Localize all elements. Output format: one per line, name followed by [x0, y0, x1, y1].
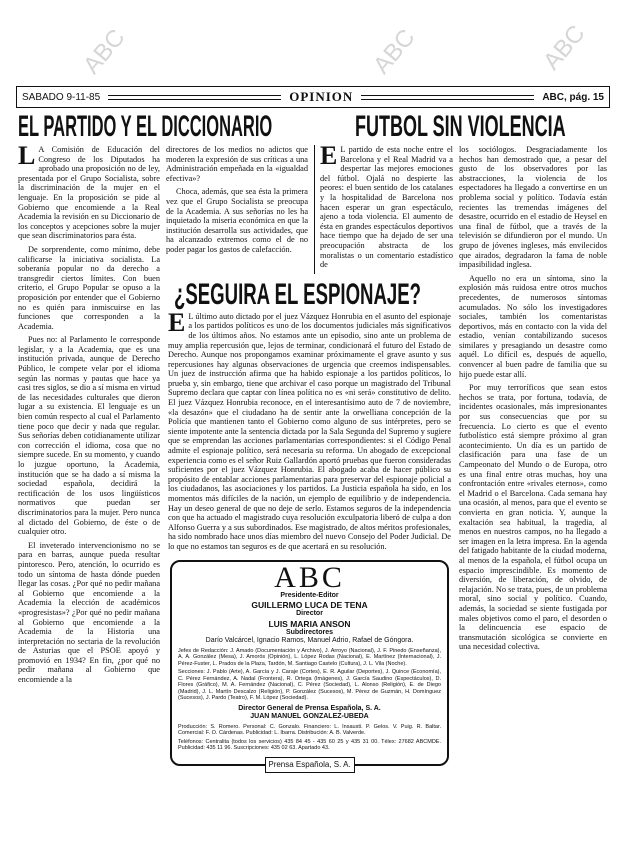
middle-region: [166, 141, 453, 773]
role-label: Presidente-Editor: [280, 591, 339, 599]
paragraph: El inveterado intervencionismo no se para en barras, aunque pueda resultar pintoresco. Pero, atención, lo ocurrido es todo un síntoma de hasta dónde pueden llegar las cosas. ¿Por qué no pedir mañana al Gobierno que encomiende a la Academia la elección de académicos «progresistas»? ¿Por qué no pedir mañana al Gobierno que encomiende a la Academia de la Historia una interpretación no sectaria de la revolución de Asturias que el PSOE apoyó y promovió en 1934? En fin, ¿por qué no pedir mañana al Gobierno que encomiende a la: [18, 540, 160, 685]
article-futbol-col2: [459, 145, 607, 656]
header-date: SABADO 9-11-85: [22, 91, 101, 103]
paragraph: Pues no: al Parlamento le corresponde legislar, y a la Academia, que es una institución privada, aunque de Derecho Público, le compete velar por el idioma según las normas y pautas que hace ya casi tres siglos, se dio a sí misma en virtud de las necesidades culturales que dieron lugar a su existencia. El lenguaje es un bien común respecto al cual el Parlamento tiene poco que decir y nada que regular. Sus señorías deben cotidianamente utilizar con corrección el idioma, cosa que no siempre sucede. En su momento, y cuando lo juzgue oportuno, la Academia, institución que se ha dado a sí misma la sociedad española, decidirá la rectificación de los usos lingüísticos normativos que puedan ser discriminatorios para la mujer. Pero nunca al dictado del Gobierno, de éste o de cualquier otro.: [18, 335, 160, 537]
column-divider: [314, 145, 315, 274]
watermark: ABC: [538, 20, 591, 76]
header-rule: [361, 95, 534, 100]
article-partido-col1: [18, 141, 160, 689]
article-futbol-col1: [320, 141, 453, 274]
subdirectors: Darío Valcárcel, Ignacio Ramos, Manuel Adrio, Rafael de Góngora.: [205, 637, 414, 645]
staff-list: Producción: S. Romero. Personal: C. Gonzalo. Financiero: L. Insausti. P. Gelos. V. Puig. R. Baltar. Comercial: F. O. Cárdenas. Publicidad: L. Ibarra. Distribución: A. B. Valverde.: [178, 723, 441, 737]
role-label: Subdirectores: [285, 628, 334, 636]
section-title: OPINION: [289, 89, 354, 104]
page-header: [16, 86, 610, 108]
staff-list: Secciones: J. Pablo (Arte), A. García y J. Caraje (Cortes), E. R. Aguilar (Deportes), J. Quince (Economía), C. Pérez Fernández, A. Nadal (Frontera), R. Ortega (Imágenes), J. García Saudino (Espectáculos), D. Flores (Gráfico), M. A. Fernández (Nacional), C. Pérez (Sociedad), L. Alonso (Religión), E. de Diego (Madrid), J. L. Martín Descalzo (Religión), P. González (Sucesos), M. Pérez de Guzmán, H. Domínguez (Sucesos), J. Pardo (Teatro), F. M. López (Sociedad).: [178, 669, 441, 702]
watermark: ABC: [368, 24, 421, 80]
publisher-label: Prensa Española, S. A.: [265, 757, 355, 773]
director-name: LUIS MARIA ANSON: [268, 618, 351, 629]
header-rule: [108, 95, 281, 100]
paragraph: Aquello no era un síntoma, sino la explosión más ruidosa entre otros muchos precedentes, de numerosos síntomas acumulados. No sólo los investigadores sociales, también los comentaristas deportivos, más en contacto con la vida del estadio, venían contabilizando sucesos similares y presagiando un desastre como aquél. Lo difícil es, después de aquello, convencer al buen padre de familia que su hijo puede estar allí.: [459, 273, 607, 379]
phone-list: Teléfonos: Centralita (todos los servicios) 435 84 45 - 435 60 25 y 435 31 00. Télex: 27682 ABCMDE. Publicidad: 435 11 96. Suscripciones: 435 02 63. Apartado 43.: [178, 738, 441, 752]
director-general-name: JUAN MANUEL GONZALEZ-UBEDA: [250, 713, 369, 721]
page-number: ABC, pág. 15: [542, 91, 604, 103]
abc-logo: ABC: [274, 560, 345, 594]
paragraph: los sociólogos. Desgraciadamente los hechos han demostrado que, a pesar del gusto de los observadores por las abstracciones, la violencia de los espectadores ha llegado a convertirse en un problema social y político. Todavía están recientes las tremendas imágenes del desastre, ocurrido en el estadio de Heysel en una final de fútbol, que a través de la televisión se difundieron por el mundo. Un grupo de jóvenes ingleses, más envilecidos que airados, degradaron la fama de noble impasibilidad inglesa.: [459, 145, 607, 270]
article-espionaje: [166, 307, 453, 552]
watermark: ABC: [78, 24, 131, 80]
headline-futbol: FUTBOL SIN VIOLENCIA: [355, 110, 566, 143]
top-columns-row: [166, 141, 453, 274]
masthead-box: [170, 560, 449, 766]
drop-cap: E: [168, 307, 186, 337]
drop-cap: L: [18, 141, 36, 170]
headline-partido: EL PARTIDO Y EL DICCIONARIO: [18, 110, 273, 143]
paragraph: De sorprendente, como mínimo, debe calificarse la iniciativa socialista. La soberanía popular no da derecho a transgredir ciertos límites. Con buen criterio, el Grupo Popular se opuso a la proposición por entender que el Gobierno no es quién para inmiscuirse en las funciones que corresponden a la Academia.: [18, 244, 160, 331]
paragraph: directores de los medios no adictos que moderen la expresión de sus críticas a una Administración empeñada en la «igualdad efectiva»?: [166, 145, 308, 183]
paragraph: L partido de esta noche entre el Barcelona y el Real Madrid va a despertar las mejores emociones del fútbol. Ojalá no despierte las peores: el buen sentido de los catalanes y la hospitalidad de Barcelona nos hacen esperar un gran espectáculo, ajeno a toda violencia. El aumento de ésta en grandes espectáculos deportivos hace tiempo que ha dejado de ser una preocupación abstracta de los moralistas o un comentario estadístico de: [320, 145, 453, 270]
staff-list: Jefes de Redacción: J. Amado (Documentación y Archivo), J. Arroyo (Nacional), J. F. Pinedo (Enseñanza), A. A. González (Mesa), J. Amorós (Opinión), L. López Rodas (Nacional), E. Martínez (Internacional), J. Pérez-Fuster, L. Prados de la Plaza, Tardón, M. Santiago Castelo (Cultura), J. L. Vila (Noche).: [178, 647, 441, 667]
role-label: Director General de Prensa Española, S. A.: [238, 704, 381, 712]
paragraph: L último auto dictado por el juez Vázquez Honrubia en el asunto del espionaje a los partidos políticos es uno de los documentos judiciales más significativos de los últimos años. No estamos ante un episodio, sino ante un problema de muy amplia repercusión que, lejos de terminar, condicionará el futuro del Estado de Derecho. Aunque nos propongamos examinar próximamente el grave asunto y sus repercusiones hay algunas observaciones de urgencia que creemos indispensables. Un juez de instrucción afirma que ha habido espionaje a los partidos políticos, lo prueba y, sin embargo, tiene que archivar el caso porque un magistrado del Tribunal Supremo declara que captar con línea política no es «ni será» constitutivo de delito. El juez Vázquez Honrubia reconoce, en el interesantísimo auto de 7 de noviembre, «la desazón» que el ciudadano ha de sentir ante la orwelliana concepción de la Policía que mantienen tanto el Gobierno como alguno de sus intérpretes, pero se siente impotente ante la sentencia dictada por la Sala Segunda del Supremo y sugiere que se emprendan las acciones parlamentarias correspondientes: si el Código Penal admite el espionaje político, será necesaria su reforma. Un abogado de excepcional experiencia como es el señor Ruiz Gallardón aportó pruebas que fueron consideradas suficientes por el juez Vázquez Honrubia. El abogado acaba de hacer público su propósito de entablar acciones parlamentarias para preservar del espionaje policial a los ciudadanos, las asociaciones y los partidos. La Justicia española ha sido, en los momentos más difíciles de la nación, un ejemplo de equilibrio y de independencia. Hay un deseo general de que no deje de serlo. Estamos seguros de la independencia con que ha actuado el magistrado cuya resolución exculpatoria liberó de culpa a don Alfonso Guerra y a sus subordinados. Ese magistrado, de altos méritos profesionales, ha sido nombrado hace unos días miembro del nuevo Consejo del Poder Judicial. De lo que no estamos tan seguros es de que acertará en su resolución.: [168, 311, 451, 551]
masthead: [166, 560, 453, 773]
headline-espionaje: ¿SEGUIRA EL ESPIONAJE?: [174, 277, 422, 311]
paragraph: Choca, además, que sea ésta la primera vez que el Grupo Socialista se preocupa de la Academia. A sus señorías no les ha inquietado la miseria económica en que la institución desarrolla sus actividades, que ha alcanzado extremos como el de no poder pagar los gastos de calefacción.: [166, 187, 308, 254]
role-label: Director: [296, 610, 323, 618]
paragraph: Por muy terroríficos que sean estos hechos se trata, por fortuna, todavía, de incidentes ocasionales, más impresionantes por sus consecuencias que por su frecuencia. Lo cierto es que el evento futbolístico está siempre próximo al gran acontecimiento. Un día es un partido de clasificación para una fase de un Campeonato del Mundo o de Europa, otro es una final entre otras muchas, hoy una confrontación entre «rivales eternos», como el Madrid o el Barcelona. Cada semana hay una ocasión, al menos, para que el evento se convierta en gran noticia. Y, aunque la exaltación sea habitual, la tragedia, al menos en nuestros campos, no ha llegado a ser imagen en la letra impresa. En la agenda del fatigado habitante de la ciudad moderna, al menos de la española, el fútbol ocupa un espacio imprescindible. Es momento de diversión, de liberación, de olvido, de relajación. No se trata, pues, de un problema moral, sino social y político. Cuando, además, la sociedad se siente fustigada por males objetivos como el paro, el desorden o la delincuencia ese espacio de transmutación sicológica se convierte en una necesidad colectiva.: [459, 383, 607, 652]
editor-name: GUILLERMO LUCA DE TENA: [251, 600, 368, 611]
paragraph: A Comisión de Educación del Congreso de los Diputados ha aprobado una proposición no de ley, presentada por el Grupo Socialista, sobre la discriminación de la mujer en el lenguaje. En la proposición se pide al Gobierno que encomiende a la Real Academia la revisión en su Diccionario de los conceptos y acepciones sobre la mujer que sean discriminatorios para ésta.: [18, 145, 160, 241]
drop-cap: E: [320, 141, 338, 170]
article-partido-col2: [166, 145, 308, 259]
